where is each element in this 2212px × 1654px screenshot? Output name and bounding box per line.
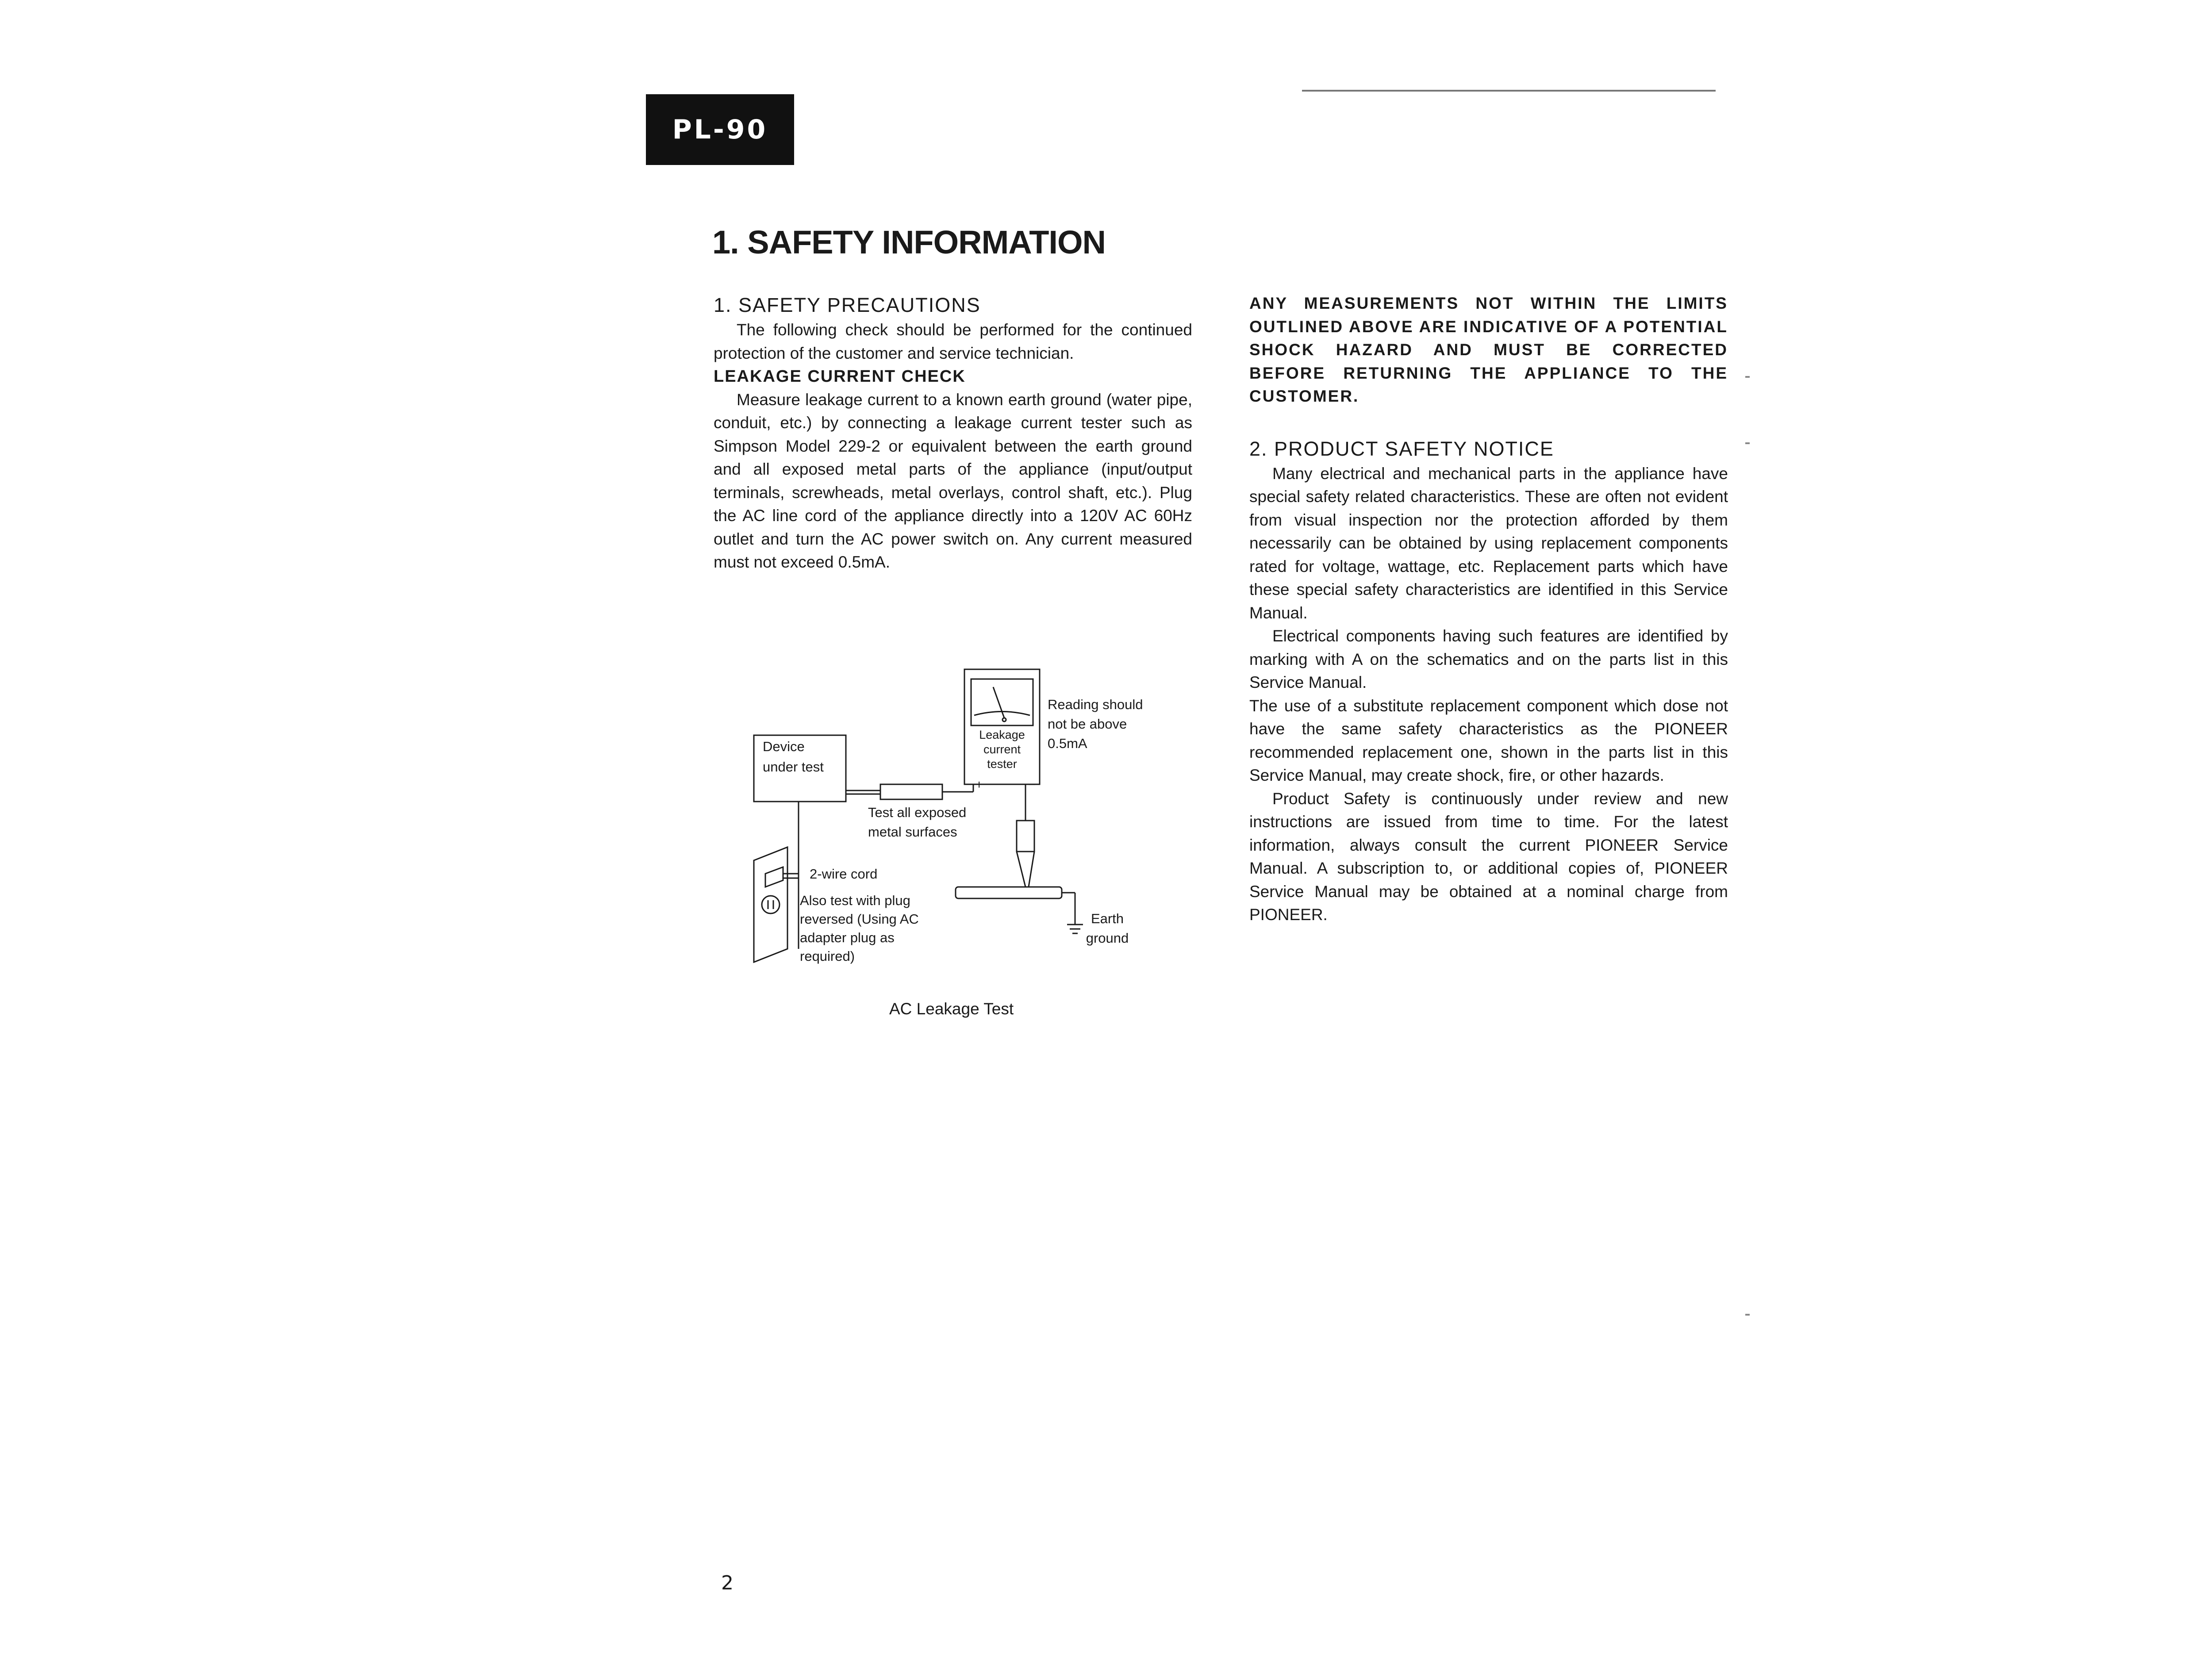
reading-label: Reading should not be above 0.5mA bbox=[1048, 697, 1143, 751]
tester-label: Leakage current tester bbox=[979, 728, 1025, 771]
product-safety-heading: 2. PRODUCT SAFETY NOTICE bbox=[1249, 437, 1554, 460]
safety-precautions-intro: The following check should be performed for the continued protection of the customer and service technician. bbox=[714, 321, 1192, 362]
meter-needle bbox=[993, 687, 1004, 718]
page-title: 1. SAFETY INFORMATION bbox=[712, 224, 1106, 261]
device-under-test-label: Device under test bbox=[763, 739, 824, 775]
header-rule bbox=[1302, 90, 1716, 92]
meter-window bbox=[971, 679, 1033, 725]
wall-outlet bbox=[754, 847, 787, 962]
meter-pivot bbox=[1002, 718, 1006, 721]
product-safety-p3: The use of a substitute replacement component which dose not have the same safety characteristics as the PIONEER recommended replacement one, shown in the parts list in this Service Manual, may create shock, fire, or other hazards. bbox=[1249, 696, 1728, 784]
product-safety-p1: Many electrical and mechanical parts in the appliance have special safety related characteristics. These are often not evident from visual inspection nor the protection afforded by them necessarily can be obtained by using replacement components rated for voltage, wattage, etc. Replacement parts which have these special safety characteristics are identified in this Service Manual. bbox=[1249, 464, 1728, 622]
earth-ground-label: Earth ground bbox=[1086, 911, 1129, 946]
scan-speck bbox=[1745, 442, 1750, 444]
test-surfaces-label: Test all exposed metal surfaces bbox=[868, 805, 967, 840]
product-safety-p4: Product Safety is continuously under review and new instructions are issued from time to time. For the latest information, always consult the current PIONEER Service Manual. A subscription to, or additional copies of, PIONEER Service Manual may be obtained at a nominal charge from PIONEER. bbox=[1249, 789, 1728, 924]
leakage-current-heading: LEAKAGE CURRENT CHECK bbox=[714, 367, 966, 386]
safety-precautions-heading: 1. SAFETY PRECAUTIONS bbox=[714, 294, 981, 316]
shock-hazard-warning: ANY MEASUREMENTS NOT WITHIN THE LIMITS OUTLINED ABOVE ARE INDICATIVE OF A POTENTIAL SHOCK HAZARD AND MUST BE CORRECTED BEFORE RETURNING THE APPLIANCE TO THE CUSTOMER. bbox=[1249, 294, 1728, 405]
outlet-socket bbox=[762, 896, 780, 913]
plug-reversed-label: Also test with plug reversed (Using AC adapter plug as required) bbox=[800, 893, 919, 964]
leakage-current-body: Measure leakage current to a known earth ground (water pipe, conduit, etc.) by connecting a leakage current tester such as Simpson Model 229-2 or equivalent between the earth ground and all exposed metal parts of the appliance (input/output terminals, screwheads, metal overlays, control shaft, etc.). Plug the AC line cord of the appliance directly into a 120V AC 60Hz outlet and turn the AC power switch on. Any current measured must not exceed 0.5mA. bbox=[714, 390, 1192, 571]
model-badge: PL-90 bbox=[646, 94, 794, 165]
right-column bbox=[1249, 292, 1728, 927]
scan-speck bbox=[1745, 1314, 1750, 1316]
plus-terminal: + bbox=[975, 778, 983, 791]
ground-pipe bbox=[956, 887, 1062, 898]
minus-terminal: − bbox=[1029, 778, 1036, 791]
product-safety-p2: Electrical components having such features are identified by marking with A on the schematics and on the parts list in this Service Manual. bbox=[1249, 627, 1728, 691]
probe bbox=[880, 784, 942, 799]
diagram-caption: AC Leakage Test bbox=[889, 1000, 1014, 1018]
spacer bbox=[1249, 408, 1728, 436]
scan-speck bbox=[1745, 376, 1750, 378]
ac-leakage-test-diagram bbox=[748, 666, 1172, 984]
two-wire-cord-label: 2-wire cord bbox=[810, 866, 878, 882]
left-column bbox=[714, 292, 1192, 574]
page-number: 2 bbox=[721, 1572, 733, 1594]
ground-clip bbox=[1017, 821, 1034, 852]
